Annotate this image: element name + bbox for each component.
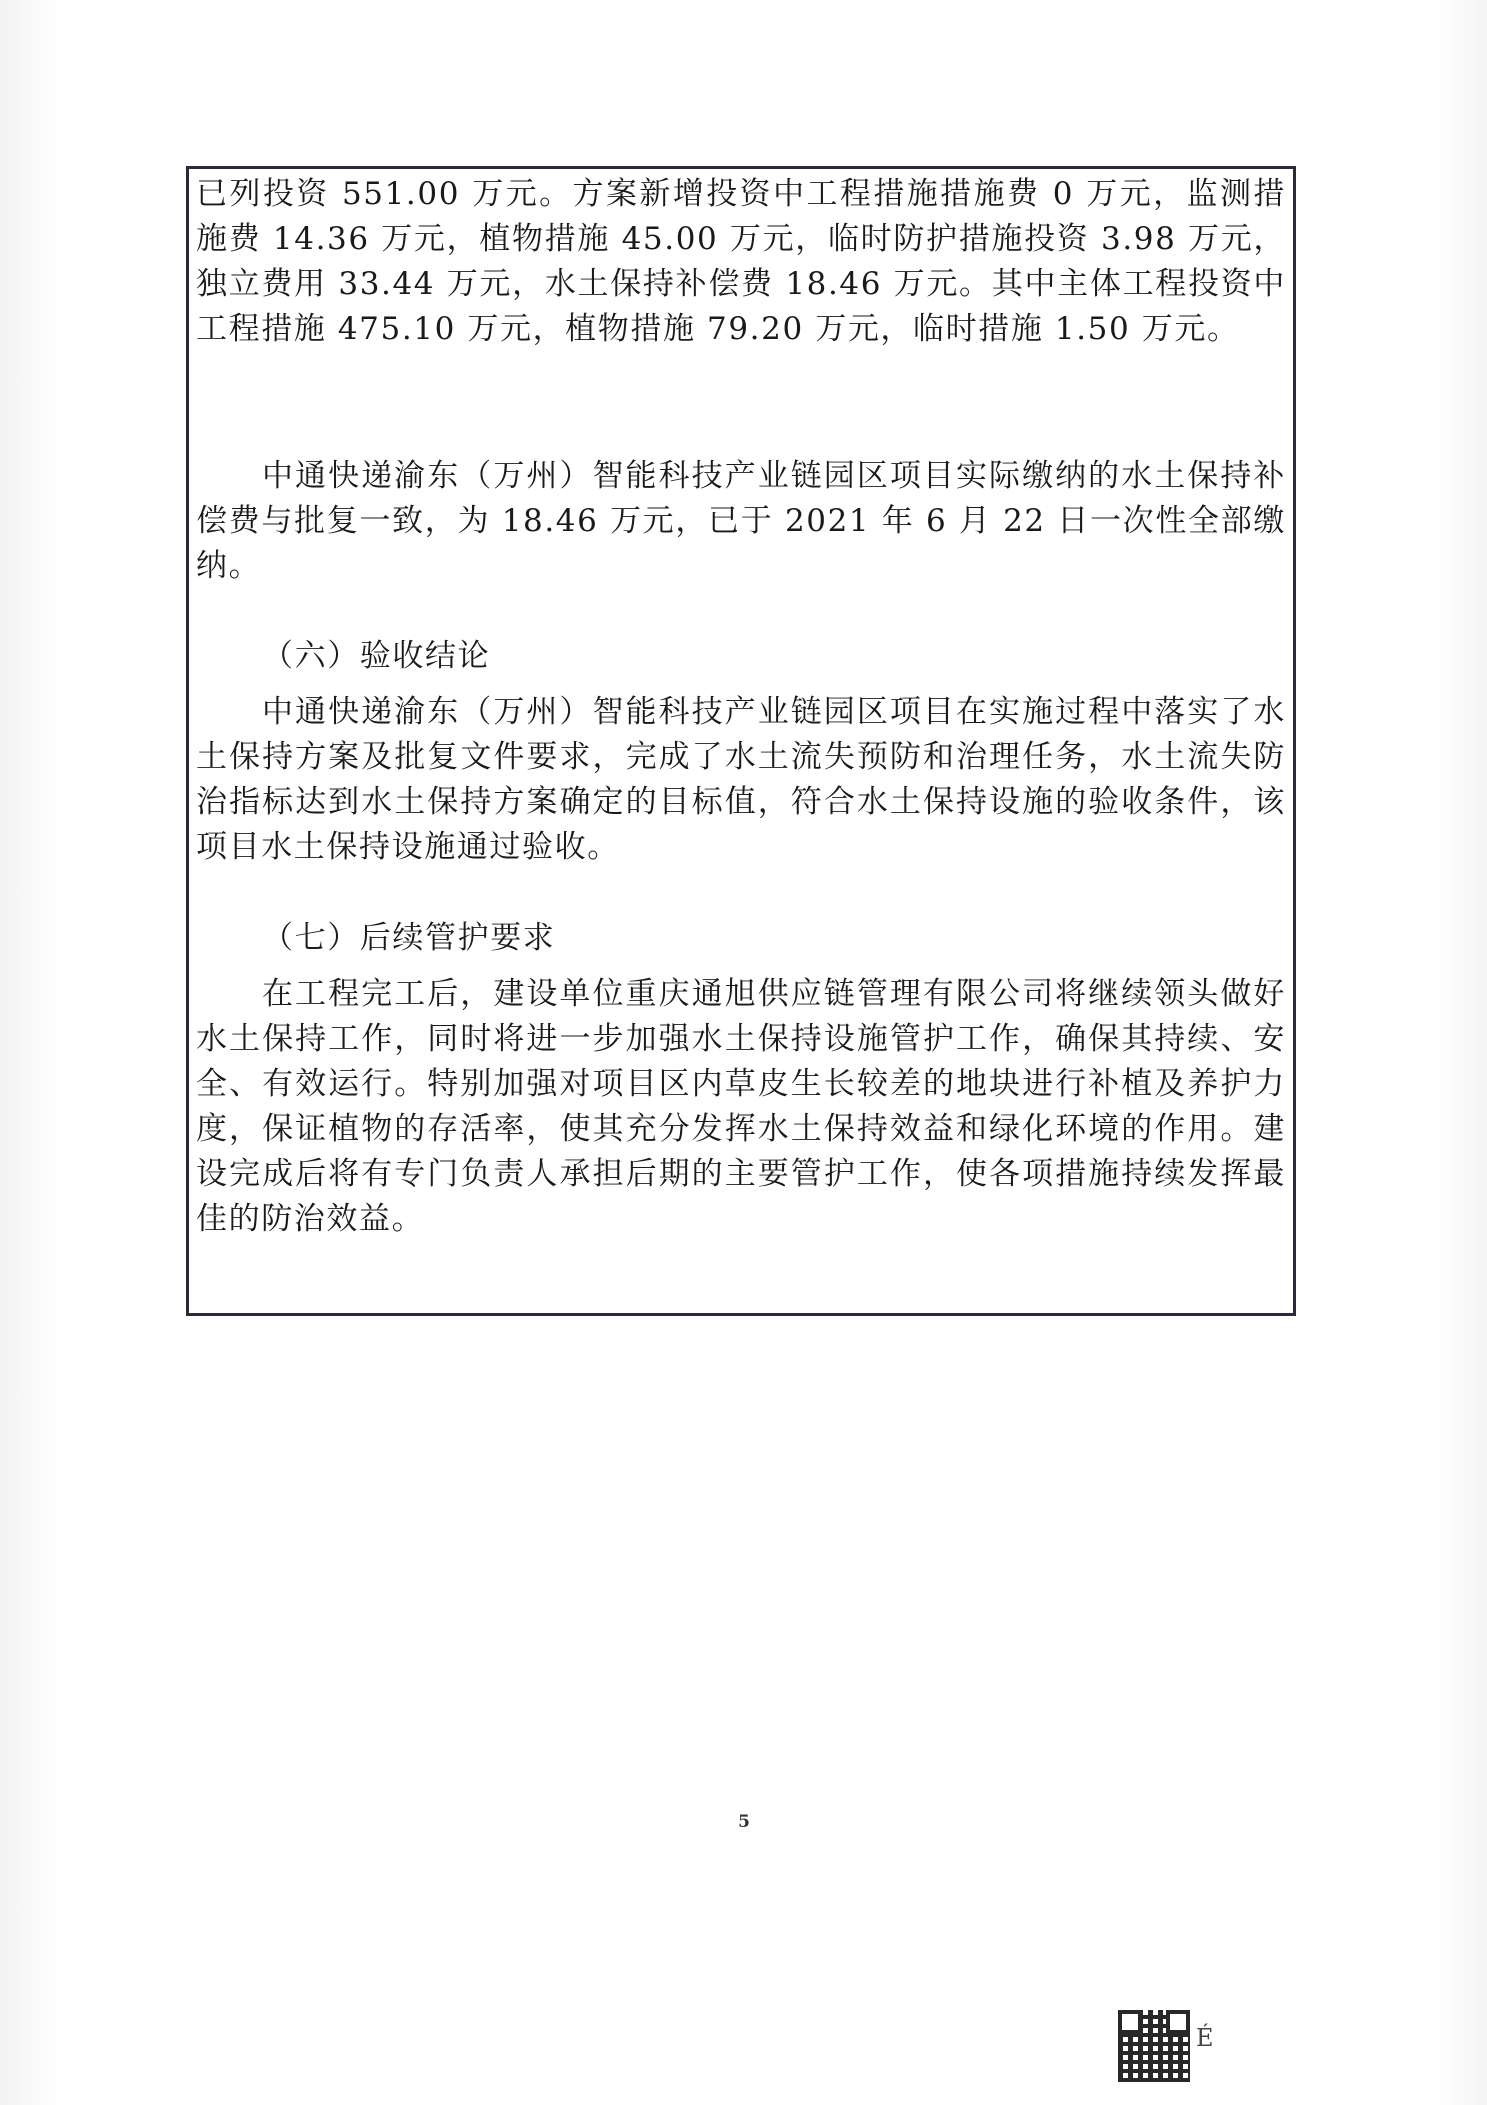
section-7-heading: （七）后续管护要求	[262, 920, 556, 956]
section-7-paragraph: 在工程完工后，建设单位重庆通旭供应链管理有限公司将继续领头做好水土保持工作，同时将进一步加强水土保持设施管护工作，确保其持续、安全、有效运行。特别加强对项目区内草皮生长较差的地块进行补植及养护力度，保证植物的存活率，使其充分发挥水土保持效益和绿化环境的作用。建设完成后将有专门负责人承担后期的主要管护工作，使各项措施持续发挥最佳的防治效益。	[196, 976, 1286, 1237]
corner-mark: É	[1196, 2024, 1214, 2052]
section-6-paragraph: 中通快递渝东（万州）智能科技产业链园区项目在实施过程中落实了水土保持方案及批复文件要求，完成了水土流失预防和治理任务，水土流失防治指标达到水土保持方案确定的目标值，符合水土保持设施的验收条件，该项目水土保持设施通过验收。	[196, 694, 1286, 865]
page-number: 5	[738, 1812, 750, 1832]
section-6-heading: （六）验收结论	[262, 638, 491, 674]
qr-code-icon	[1118, 2010, 1190, 2082]
compensation-paragraph: 中通快递渝东（万州）智能科技产业链园区项目实际缴纳的水土保持补偿费与批复一致，为 18.46 万元，已于 2021 年 6 月 22 日一次性全部缴纳。	[196, 458, 1286, 584]
investment-paragraph: 已列投资 551.00 万元。方案新增投资中工程措施措施费 0 万元，监测措施费 14.36 万元，植物措施 45.00 万元，临时防护措施投资 3.98 万元，独立费用 33.44 万元，水土保持补偿费 18.46 万元。其中主体工程投资中工程措施 475.10 万元，植物措施 79.20 万元，临时措施 1.50 万元。	[196, 176, 1286, 347]
